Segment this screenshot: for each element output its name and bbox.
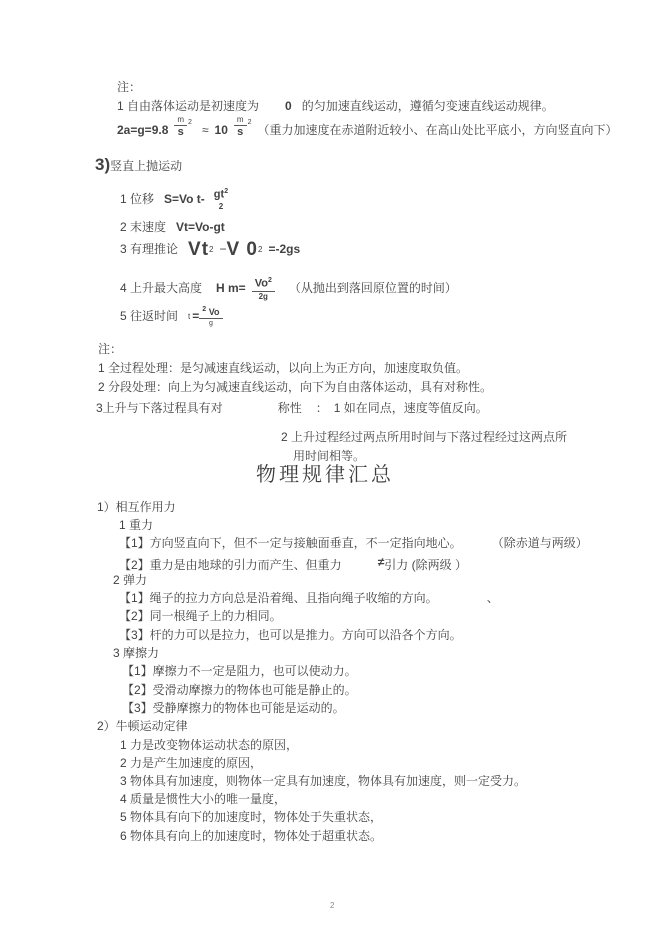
unit-m-per-s2 (234, 116, 252, 138)
gravity-point-2-text: 【2】重力是由地球的引力而产生、但重力 (119, 558, 342, 572)
section-title: 竖直上抛运动 (110, 159, 183, 173)
accel-value-2: 10 (214, 123, 228, 137)
equation: S=Vo t- (164, 191, 205, 206)
unit-denominator: s (237, 126, 244, 138)
equation: H m= (216, 281, 246, 296)
symmetry-item-1: 1 如在同点，速度等值反向。 (333, 401, 488, 415)
unit-numerator: m (174, 116, 187, 126)
newton-item: 3 物体具有加速度，则物体一定具有加速度，物体具有加速度，则一定受力。 (120, 774, 527, 788)
formula-note: （从抛出到落回原位置的时间） (288, 281, 457, 296)
section-number: 3) (95, 155, 111, 174)
newton-item: 5 物体具有向下的加速度时，物体处于失重状态， (120, 810, 383, 824)
note-label: 注： (117, 80, 142, 94)
section-heading-vertical-throw (95, 157, 182, 174)
unit-denominator: s (177, 126, 184, 138)
accel-note: （重力加速度在赤道附近较小、在高山处比平底小，方向竖直向下） (257, 123, 618, 137)
interaction-heading: 1）相互作用力 (97, 500, 176, 514)
newton-heading: 2）牛顿运动定律 (97, 719, 188, 733)
unit-exponent: 2 (188, 119, 192, 126)
elastic-heading: 2 弹力 (113, 573, 148, 587)
unit-exponent: 2 (247, 119, 252, 126)
gravity-heading: 1 重力 (119, 518, 154, 532)
vt-symbol: Vt (188, 239, 210, 260)
item-label: 4 上升最大高度 (120, 281, 203, 296)
formula-max-height (120, 277, 457, 301)
friction-point-3: 【3】受静摩擦力的物体也可能是运动的。 (122, 701, 345, 715)
gravity-point-2 (119, 555, 467, 573)
minus-sign: − (219, 242, 227, 256)
newton-item: 6 物体具有向上的加速度时，物体处于超重状态。 (120, 829, 383, 843)
formula-displacement (120, 188, 231, 211)
gravity-point-1-text: 【1】方向竖直向下，但不一定与接触面垂直，不一定指向地心。 (119, 536, 462, 550)
item-label: 3 有理推论 (120, 242, 179, 256)
fraction-numerator: Vo$^2$ (252, 277, 275, 292)
free-fall-note-line (117, 99, 554, 114)
fraction-vo2-over-2g (252, 277, 275, 301)
not-equal-sign: ≠ (377, 555, 385, 569)
item-label: 1 位移 (120, 191, 155, 206)
gravity-point-2-tail: 引力 (除两级 ） (384, 558, 467, 572)
symmetry-item-2-line1: 2 上升过程经过两点所用时间与下落过程经过这两点所 (281, 430, 568, 444)
elastic-point-1-tail: 、 (486, 591, 499, 605)
equation: Vt=Vo-gt (176, 220, 225, 234)
fraction-denominator: 2g (258, 291, 268, 301)
formula-final-velocity (120, 220, 225, 235)
approx-sign: ≈ (201, 123, 209, 137)
symmetry-item-2-line2: 用时间相等。 (293, 449, 366, 463)
v0-exponent: 2 (258, 245, 263, 254)
t-symbol: t (188, 312, 191, 321)
formula-inference (120, 239, 301, 260)
newton-item: 1 力是改变物体运动状态的原因， (120, 738, 299, 752)
note-zero: 0 (285, 99, 292, 113)
fraction-gt2-over-2 (211, 188, 231, 211)
friction-point-1: 【1】摩擦力不一定是阻力，也可以使动力。 (122, 664, 357, 678)
elastic-point-1 (119, 591, 499, 606)
unit-m-per-s2 (174, 116, 192, 138)
note-text-post: 的匀加速直线运动，遵循匀变速直线运动规律。 (301, 99, 554, 113)
equation-rhs: =-2gs (268, 242, 301, 256)
symmetry-colon: ： (315, 401, 328, 415)
elastic-point-2: 【2】同一根绳子上的力相同。 (119, 609, 282, 623)
fraction-numerator: $^2$ Vo (199, 306, 222, 319)
friction-point-2: 【2】受滑动摩擦力的物体也可能是静止的。 (122, 683, 357, 697)
fraction-denominator: 2 (218, 201, 224, 211)
fraction-denominator: g (208, 320, 213, 327)
formula-round-trip (120, 306, 223, 327)
unit-numerator: m (234, 116, 247, 126)
summary-title: 物理规律汇总 (256, 464, 394, 486)
gravity-point-1 (119, 536, 588, 551)
elastic-point-1-text: 【1】绳子的拉力方向总是沿着绳、且指向绳子收缩的方向。 (119, 591, 432, 605)
vt-exponent: 2 (209, 245, 214, 254)
friction-heading: 3 摩擦力 (113, 646, 160, 660)
v0-symbol: V 0 (226, 239, 259, 260)
accel-lhs: 2a=g=9.8 (117, 123, 169, 137)
equals-sign: = (192, 309, 200, 323)
item-label: 2 末速度 (120, 220, 167, 234)
symmetry-line (96, 401, 488, 416)
page-number: 2 (330, 901, 335, 910)
fraction-2vo-over-g (199, 306, 222, 327)
gravity-point-1-paren: （除赤道与两级） (497, 536, 588, 550)
newton-item: 2 力是产生加速度的原因， (120, 756, 263, 770)
item-label: 5 往返时间 (120, 309, 179, 323)
process-note-2: 2 分段处理：向上为匀减速直线运动，向下为自由落体运动，具有对称性。 (98, 380, 493, 394)
formula-gravity-acceleration (117, 116, 618, 138)
note-text-pre: 1 自由落体运动是初速度为 (117, 99, 260, 113)
symmetry-pre: 3上升与下落过程具有对 (96, 401, 223, 415)
newton-item: 4 质量是惯性大小的唯一量度， (120, 792, 287, 806)
symmetry-mid: 称性 (277, 401, 302, 415)
fraction-numerator: $gt^2$ (213, 188, 229, 201)
process-note-1: 1 全过程处理：是匀减速直线运动，以向上为正方向，加速度取负值。 (98, 361, 469, 375)
note-label: 注： (98, 342, 123, 356)
elastic-point-3: 【3】杆的力可以是拉力，也可以是推力。方向可以沿各个方向。 (119, 628, 462, 642)
